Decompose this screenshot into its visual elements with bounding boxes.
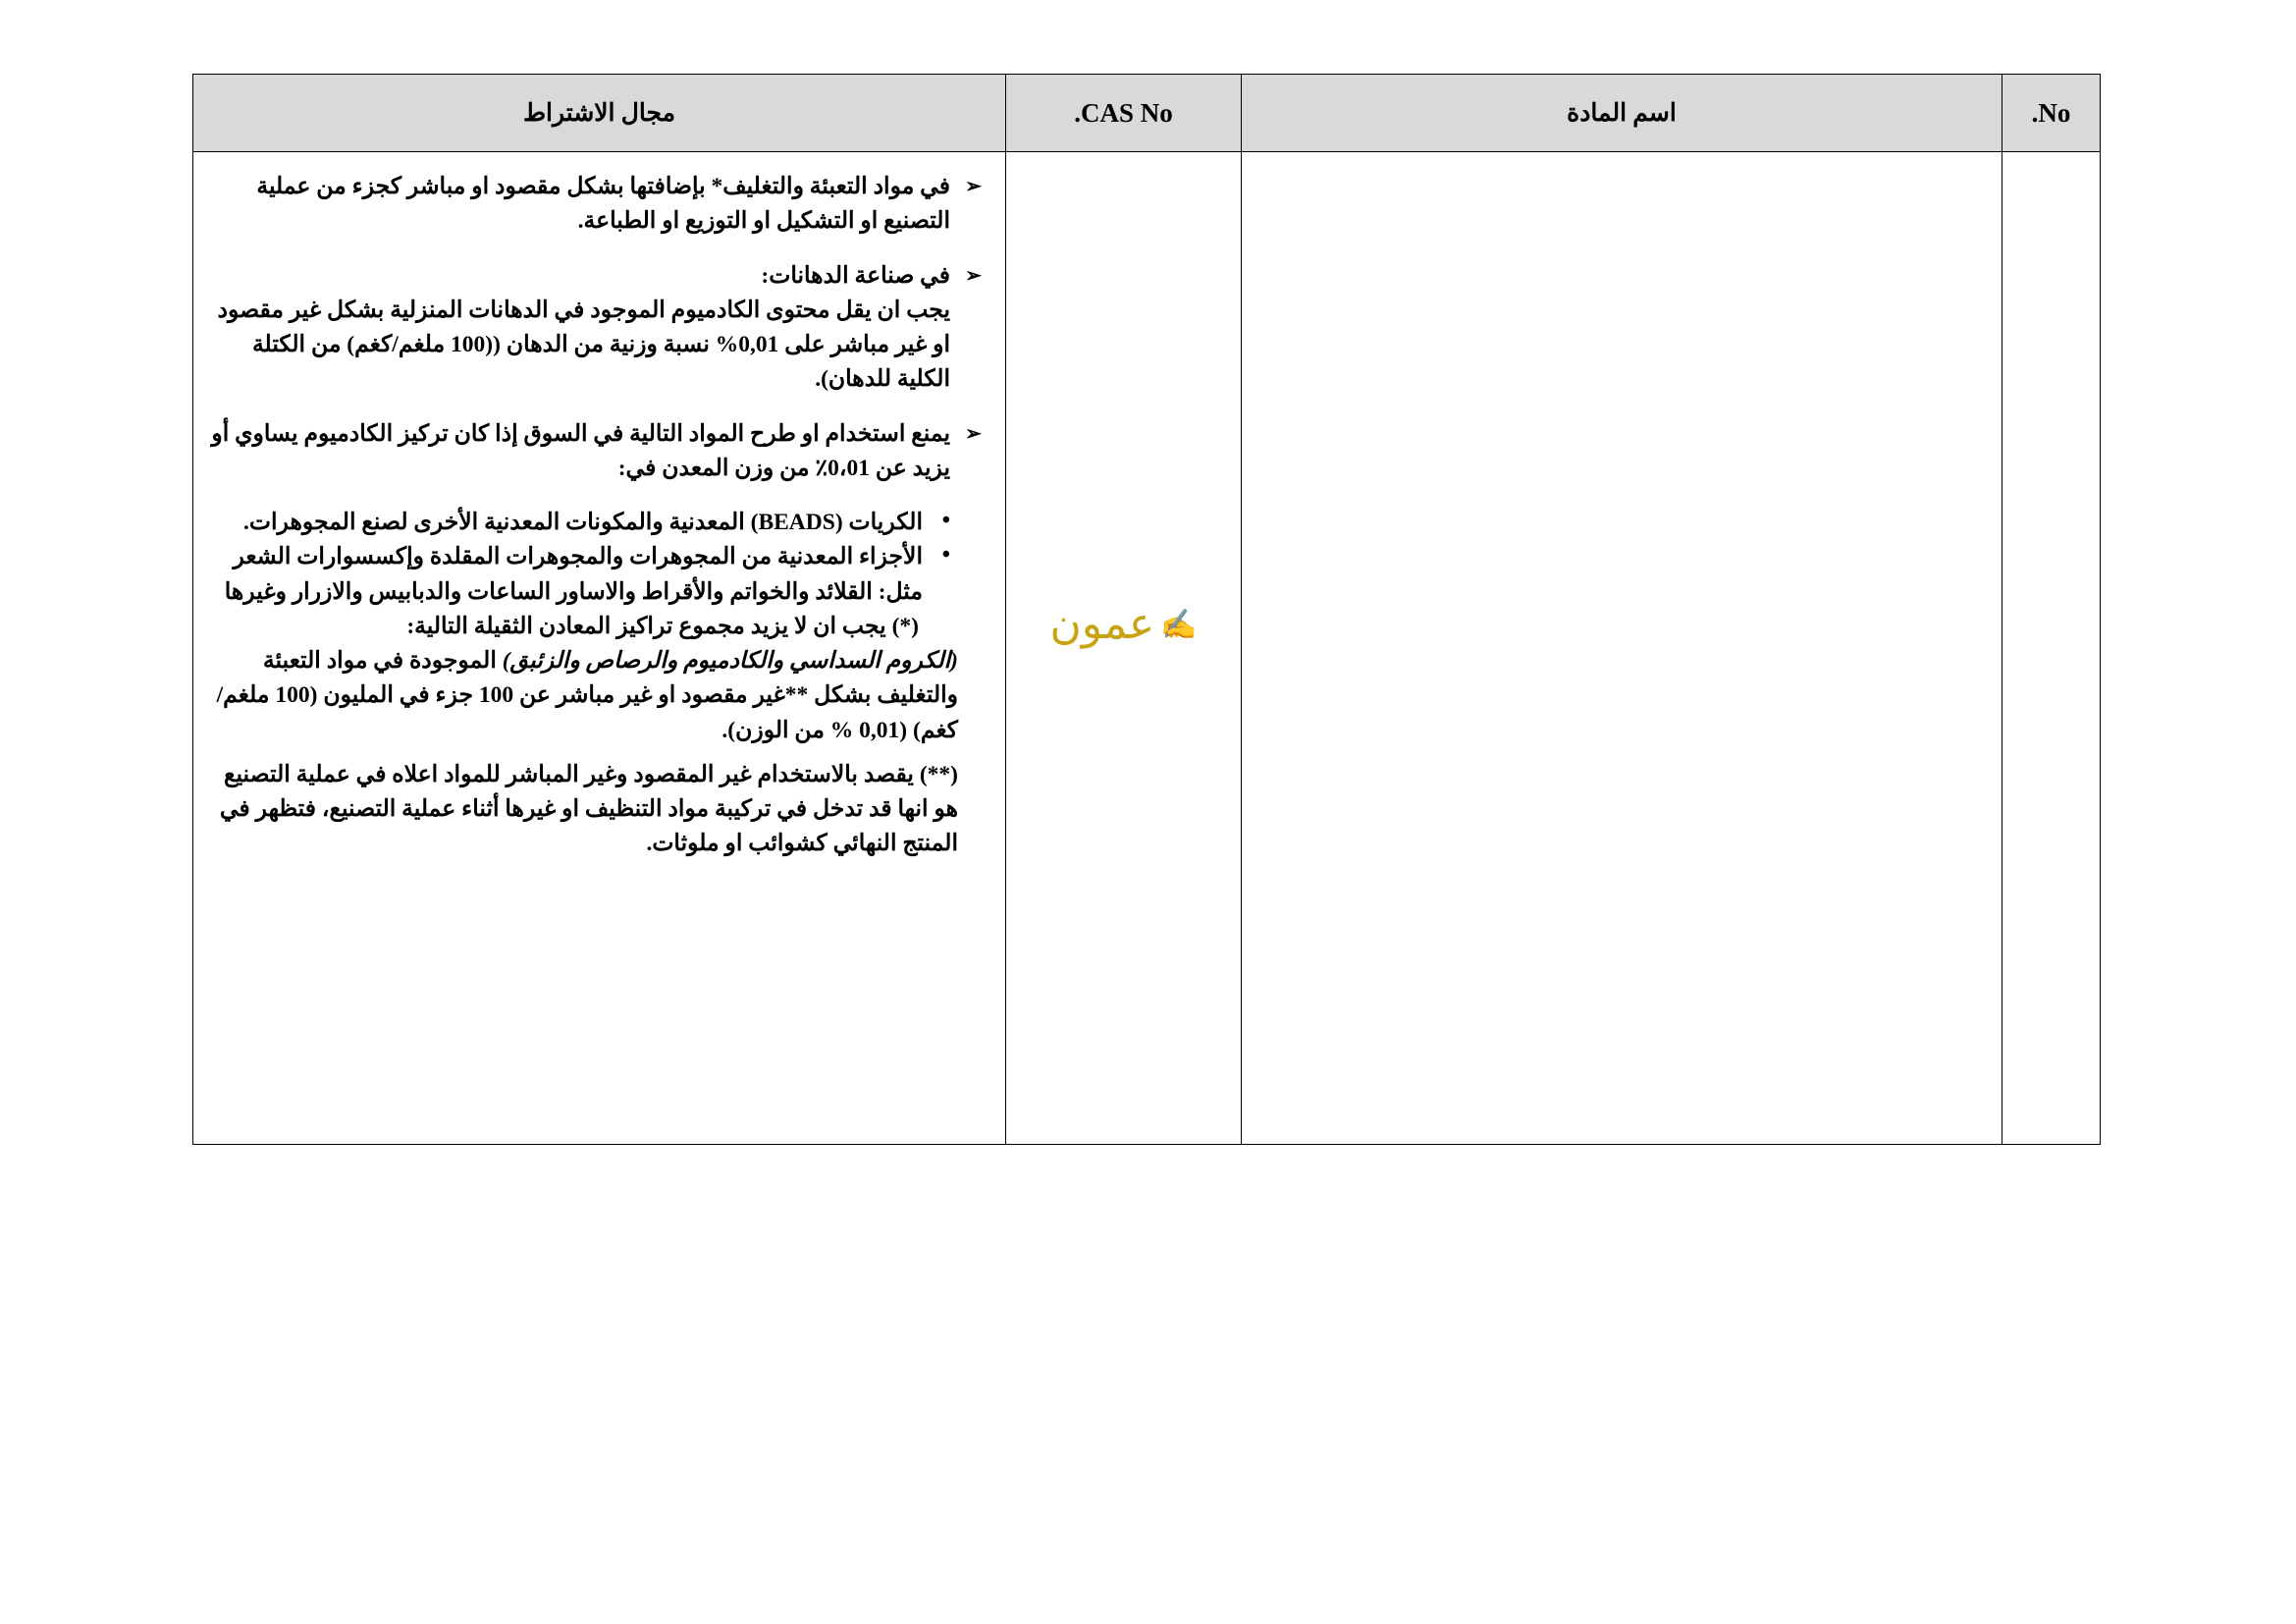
footnote-1-label: (*) — [891, 613, 919, 639]
column-header-substance-name: اسم المادة — [1242, 75, 2002, 152]
condition-bullet-1 — [211, 506, 984, 540]
condition-bullet-2-text: الأجزاء المعدنية من المجوهرات والمجوهرات المقلدة وإكسسوارات الشعر مثل: القلائد والخواتم والأقراط والاساور الساعات والدبابيس والازرار وغيرها — [224, 544, 923, 605]
footnote-1 — [211, 610, 984, 748]
condition-bullet-2 — [211, 540, 984, 610]
cell-no — [2002, 152, 2101, 1145]
condition-item-2-text: يجب ان يقل محتوى الكادميوم الموجود في الدهانات المنزلية بشكل غير مقصود او غير مباشر على 0,01% نسبة وزنية من الدهان ((100 ملغم/كغم) من الكتلة الكلية للدهان). — [217, 297, 950, 393]
watermark-text: عمون — [1049, 600, 1155, 648]
watermark-flourish-icon: ✍ — [1160, 609, 1198, 641]
column-header-cas-no-label: CAS No. — [1074, 97, 1173, 128]
dot-bullet-icon: • — [941, 542, 950, 568]
table-header-row — [193, 75, 2101, 152]
column-header-condition-scope: مجال الاشتراط — [193, 75, 1006, 152]
column-header-cas-no — [1006, 75, 1242, 152]
arrow-bullet-icon: ➢ — [965, 176, 982, 197]
condition-item-3-text: يمنع استخدام او طرح المواد التالية في السوق إذا كان تركيز الكادميوم يساوي أو يزيد عن 0،01٪ من وزن المعدن في: — [211, 420, 950, 481]
condition-item-1 — [211, 170, 984, 240]
footnote-2-label: (**) — [919, 761, 958, 787]
cell-substance-name — [1242, 152, 2002, 1145]
dot-bullet-icon: • — [941, 508, 950, 533]
footnote-1-lead: يجب ان لا يزيد مجموع تراكيز المعادن الثقيلة التالية: — [406, 613, 886, 639]
condition-item-2-title: في صناعة الدهانات: — [761, 262, 950, 289]
condition-item-1-text: في مواد التعبئة والتغليف* بإضافتها بشكل مقصود او مباشر كجزء من عملية التصنيع او التشكيل او التوزيع او الطباعة. — [256, 174, 950, 235]
watermark — [1006, 599, 1241, 649]
footnote-1-italic: (الكروم السداسي والكادميوم والرصاص والزئبق) — [502, 648, 958, 674]
table-row — [193, 152, 2101, 1145]
footnote-1-rest: الموجودة في مواد التعبئة والتغليف بشكل **غير مقصود او غير مباشر عن 100 جزء في المليون (100 ملغم/ كغم) (0,01 % من الوزن). — [216, 648, 958, 743]
column-header-no — [2002, 75, 2101, 152]
footnote-2-text: يقصد بالاستخدام غير المقصود وغير المباشر للمواد اعلاه في عملية التصنيع هو انها قد تدخل في تركيبة مواد التنظيف او غيرها أثناء عملية التصنيع، فتظهر في المنتج النهائي كشوائب او ملوثات. — [219, 761, 958, 857]
condition-bullet-1-text: الكريات (BEADS) المعدنية والمكونات المعدنية الأخرى لصنع المجوهرات. — [243, 510, 923, 535]
footnote-2 — [211, 758, 984, 862]
cell-condition-scope — [193, 152, 1006, 1145]
arrow-bullet-icon: ➢ — [965, 422, 982, 445]
cell-cas-no — [1006, 152, 1242, 1145]
condition-item-2 — [211, 259, 984, 398]
column-header-no-label: No. — [2031, 97, 2071, 128]
arrow-bullet-icon: ➢ — [965, 264, 982, 287]
requirements-table — [192, 74, 2101, 1145]
condition-item-3 — [211, 417, 984, 487]
